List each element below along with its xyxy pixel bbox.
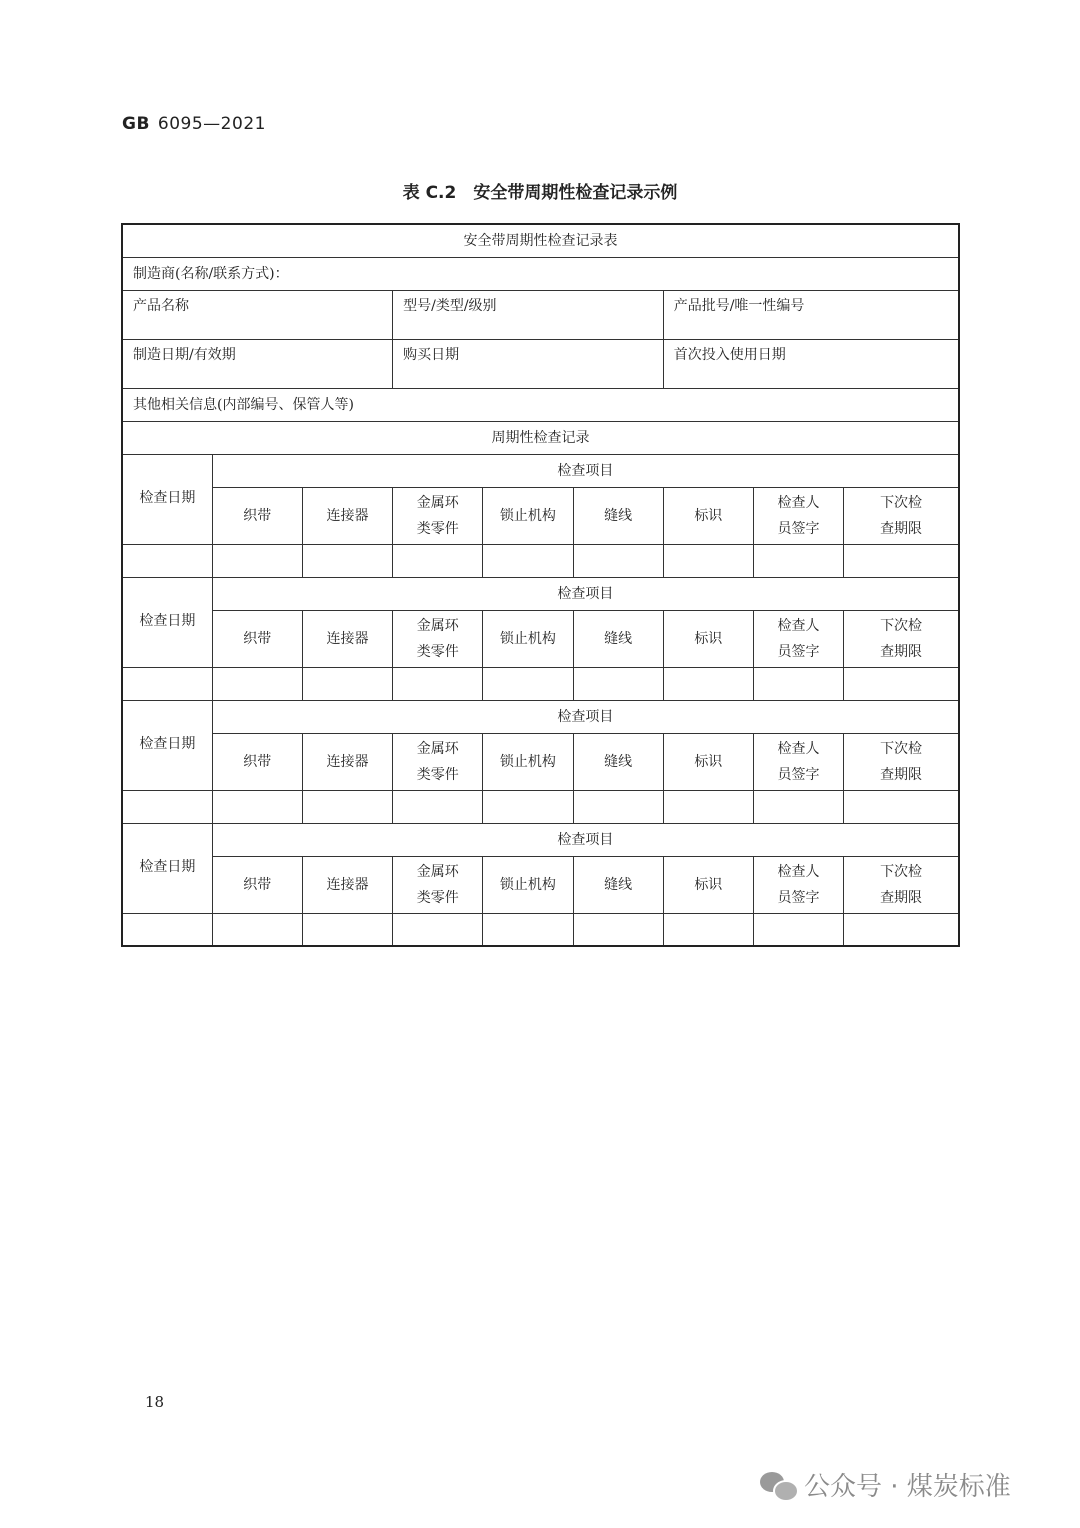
inspection-item-text: 连接器 [326, 507, 369, 524]
inspection-items-label: 检查项目 [212, 823, 959, 856]
inspection-item-header [663, 610, 753, 667]
watermark [760, 1466, 1011, 1503]
inspection-item-header [302, 733, 392, 790]
record-entry-cell[interactable] [844, 667, 959, 700]
inspection-item-text: 查期限 [880, 889, 923, 906]
record-entry-cell[interactable] [573, 667, 663, 700]
inspection-items-label: 检查项目 [212, 454, 959, 487]
inspection-item-text: 员签字 [777, 889, 820, 906]
standard-code [122, 114, 266, 134]
record-table-caption: 安全带周期性检查记录表 [122, 224, 959, 257]
inspection-item-text: 查期限 [880, 643, 923, 660]
inspection-item-header [573, 856, 663, 913]
inspection-item-header [302, 856, 392, 913]
periodic-caption: 周期性检查记录 [122, 421, 959, 454]
inspection-item-text: 类零件 [416, 766, 459, 783]
wechat-icon [760, 1470, 796, 1500]
record-entry-cell[interactable] [212, 544, 302, 577]
record-entry-cell[interactable] [393, 544, 483, 577]
inspection-item-text: 锁止机构 [499, 876, 556, 893]
inspection-item-text: 金属环 [416, 740, 459, 757]
inspection-item-header [212, 487, 302, 544]
watermark-text: 公众号 · 煤炭标准 [804, 1472, 1011, 1502]
inspection-item-text: 连接器 [326, 630, 369, 647]
inspection-item-text: 下次检 [880, 617, 923, 634]
inspection-item-header [573, 487, 663, 544]
record-entry-cell[interactable] [753, 913, 843, 946]
inspection-item-text: 类零件 [416, 643, 459, 660]
inspection-item-header [393, 610, 483, 667]
inspection-item-text: 员签字 [777, 766, 820, 783]
inspection-item-text: 检查人 [777, 617, 820, 634]
inspection-item-header [844, 610, 959, 667]
inspection-item-text: 检查人 [777, 863, 820, 880]
inspection-item-header [302, 610, 392, 667]
inspection-item-header [844, 487, 959, 544]
inspection-item-header [663, 733, 753, 790]
inspection-items-label: 检查项目 [212, 700, 959, 733]
inspection-item-text: 锁止机构 [499, 753, 556, 770]
inspection-item-header [483, 487, 573, 544]
record-entry-cell[interactable] [393, 913, 483, 946]
inspection-date-label: 检查日期 [122, 454, 212, 544]
inspection-item-header [393, 733, 483, 790]
record-entry-cell[interactable] [212, 790, 302, 823]
record-entry-cell[interactable] [844, 913, 959, 946]
inspection-item-text: 查期限 [880, 766, 923, 783]
record-entry-cell[interactable] [844, 544, 959, 577]
inspection-item-header [663, 856, 753, 913]
inspection-items-label: 检查项目 [212, 577, 959, 610]
inspection-item-text: 下次检 [880, 863, 923, 880]
inspection-item-text: 缝线 [604, 630, 633, 647]
inspection-item-text: 织带 [243, 753, 272, 770]
record-entry-cell[interactable] [663, 667, 753, 700]
batch-field: 产品批号/唯一性编号 [663, 290, 959, 339]
record-entry-cell[interactable] [663, 790, 753, 823]
inspection-record-table [121, 223, 960, 947]
inspection-date-label: 检查日期 [122, 700, 212, 790]
inspection-item-text: 下次检 [880, 494, 923, 511]
inspection-item-text: 类零件 [416, 889, 459, 906]
record-entry-cell[interactable] [122, 667, 212, 700]
record-entry-cell[interactable] [663, 913, 753, 946]
record-entry-cell[interactable] [573, 544, 663, 577]
inspection-item-text: 锁止机构 [499, 630, 556, 647]
record-entry-cell[interactable] [393, 790, 483, 823]
inspection-item-text: 标识 [694, 753, 723, 770]
inspection-item-text: 金属环 [416, 617, 459, 634]
inspection-item-header [483, 733, 573, 790]
inspection-item-header [302, 487, 392, 544]
inspection-item-text: 缝线 [604, 753, 633, 770]
inspection-date-label: 检查日期 [122, 823, 212, 913]
inspection-item-header [573, 610, 663, 667]
inspection-item-text: 锁止机构 [499, 507, 556, 524]
inspection-item-header [212, 733, 302, 790]
inspection-item-header [483, 856, 573, 913]
inspection-item-text: 员签字 [777, 643, 820, 660]
record-entry-cell[interactable] [753, 544, 843, 577]
inspection-item-text: 检查人 [777, 494, 820, 511]
inspection-item-text: 织带 [243, 630, 272, 647]
record-entry-cell[interactable] [573, 913, 663, 946]
record-entry-cell[interactable] [122, 913, 212, 946]
record-entry-cell[interactable] [844, 790, 959, 823]
inspection-item-text: 连接器 [326, 753, 369, 770]
other-info-field: 其他相关信息(内部编号、保管人等) [122, 388, 959, 421]
inspection-item-text: 织带 [243, 507, 272, 524]
inspection-item-text: 检查人 [777, 740, 820, 757]
inspection-item-header [573, 733, 663, 790]
inspection-item-header [393, 487, 483, 544]
record-entry-cell[interactable] [753, 667, 843, 700]
record-entry-cell[interactable] [483, 790, 573, 823]
record-entry-cell[interactable] [212, 667, 302, 700]
inspection-item-text: 缝线 [604, 507, 633, 524]
inspection-item-header [844, 733, 959, 790]
record-entry-cell[interactable] [483, 667, 573, 700]
record-entry-cell[interactable] [663, 544, 753, 577]
record-entry-cell[interactable] [573, 790, 663, 823]
inspection-item-text: 查期限 [880, 520, 923, 537]
inspection-item-text: 金属环 [416, 494, 459, 511]
page-number: 18 [145, 1393, 165, 1411]
first-use-date-field: 首次投入使用日期 [663, 339, 959, 388]
inspection-item-header [212, 610, 302, 667]
record-entry-cell[interactable] [302, 544, 392, 577]
record-entry-cell[interactable] [302, 913, 392, 946]
record-entry-cell[interactable] [302, 667, 392, 700]
record-entry-cell[interactable] [753, 790, 843, 823]
inspection-item-header [844, 856, 959, 913]
inspection-item-header [483, 610, 573, 667]
record-entry-cell[interactable] [212, 913, 302, 946]
inspection-item-text: 标识 [694, 507, 723, 524]
standard-prefix: GB [122, 114, 150, 134]
inspection-item-header [753, 733, 843, 790]
manufacturer-field: 制造商(名称/联系方式)： [122, 257, 959, 290]
inspection-item-text: 类零件 [416, 520, 459, 537]
inspection-item-text: 标识 [694, 630, 723, 647]
record-entry-cell[interactable] [122, 544, 212, 577]
inspection-item-header [753, 610, 843, 667]
inspection-item-text: 连接器 [326, 876, 369, 893]
inspection-item-text: 员签字 [777, 520, 820, 537]
inspection-item-text: 缝线 [604, 876, 633, 893]
standard-number: 6095—2021 [157, 114, 266, 134]
model-field: 型号/类型/级别 [393, 290, 664, 339]
inspection-item-text: 下次检 [880, 740, 923, 757]
inspection-item-header [753, 487, 843, 544]
inspection-date-label: 检查日期 [122, 577, 212, 667]
product-name-field: 产品名称 [122, 290, 393, 339]
purchase-date-field: 购买日期 [393, 339, 664, 388]
record-entry-cell[interactable] [122, 790, 212, 823]
inspection-item-header [212, 856, 302, 913]
inspection-item-text: 织带 [243, 876, 272, 893]
table-title: 表 C.2 安全带周期性检查记录示例 [402, 183, 678, 203]
record-entry-cell[interactable] [393, 667, 483, 700]
mfg-date-field: 制造日期/有效期 [122, 339, 393, 388]
record-entry-cell[interactable] [483, 913, 573, 946]
inspection-item-header [753, 856, 843, 913]
inspection-item-text: 标识 [694, 876, 723, 893]
inspection-item-header [663, 487, 753, 544]
record-entry-cell[interactable] [483, 544, 573, 577]
record-entry-cell[interactable] [302, 790, 392, 823]
inspection-item-header [393, 856, 483, 913]
inspection-item-text: 金属环 [416, 863, 459, 880]
